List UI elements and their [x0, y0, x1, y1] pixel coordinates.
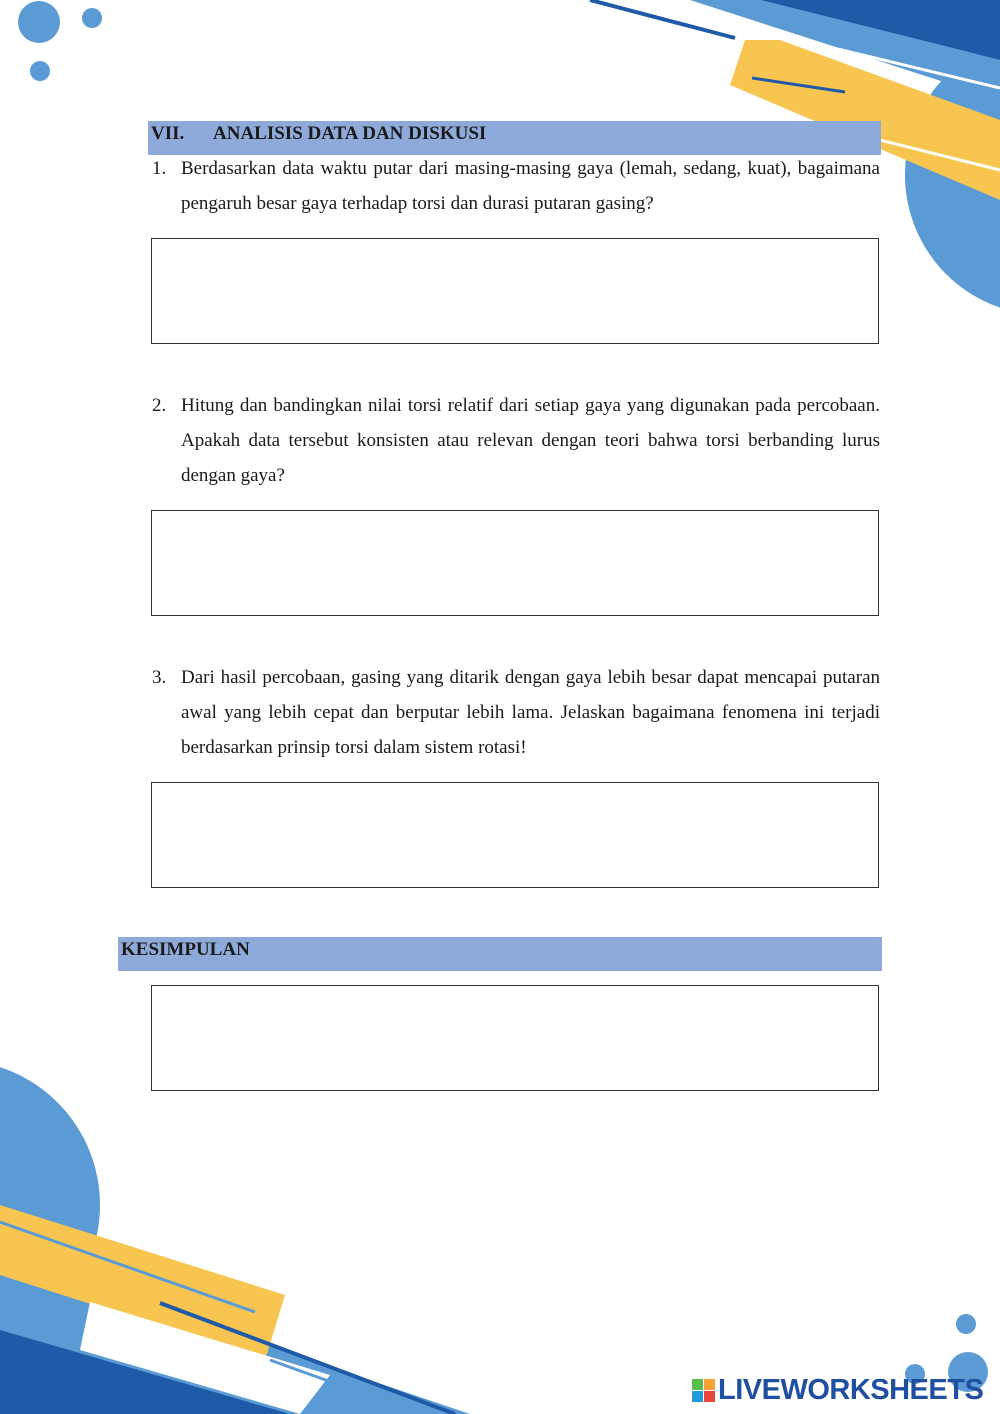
question-text: Hitung dan bandingkan nilai torsi relatif dari setiap gaya yang digunakan pada percobaan. Apakah data tersebut konsisten atau relevan dengan teori bahwa torsi berbanding lurus dengan gaya? [181, 395, 880, 486]
conclusion-title: KESIMPULAN [121, 939, 250, 960]
liveworksheets-logo [692, 1374, 983, 1406]
question-number: 3. [152, 667, 167, 688]
answer-box-conclusion[interactable] [151, 985, 879, 1091]
section-header-conclusion [118, 937, 882, 971]
section-number: VII. [151, 123, 185, 144]
question-text: Berdasarkan data waktu putar dari masing-masing gaya (lemah, sedang, kuat), bagaimana pengaruh besar gaya terhadap torsi dan durasi putaran gasing? [181, 158, 880, 214]
question-text: Dari hasil percobaan, gasing yang ditarik dengan gaya lebih besar dapat mencapai putaran awal yang lebih cepat dan berputar lebih lama. Jelaskan bagaimana fenomena ini terjadi berdasarkan prinsip torsi dalam sistem rotasi! [181, 667, 880, 758]
question-number: 2. [152, 395, 167, 416]
liveworksheets-logo-icon [692, 1379, 715, 1402]
section-header-analysis [148, 121, 881, 155]
question-number: 1. [152, 158, 167, 179]
answer-box-3[interactable] [151, 782, 879, 888]
question-item [150, 388, 880, 493]
answer-box-2[interactable] [151, 510, 879, 616]
logo-text: LIVEWORKSHEETS [718, 1373, 984, 1406]
section-title: ANALISIS DATA DAN DISKUSI [213, 123, 487, 144]
answer-box-1[interactable] [151, 238, 879, 344]
question-item [150, 151, 880, 221]
question-item [150, 660, 880, 765]
